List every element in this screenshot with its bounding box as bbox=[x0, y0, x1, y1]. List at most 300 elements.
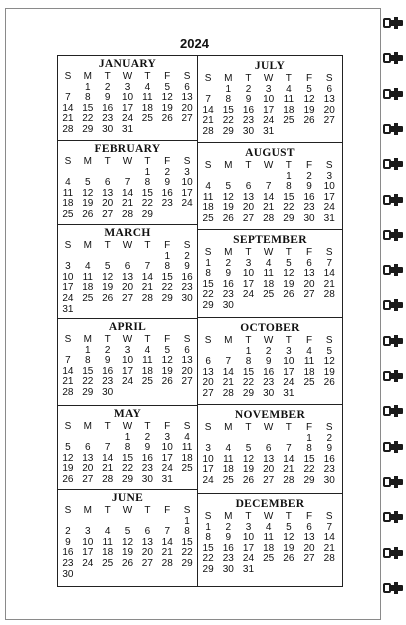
day-cell: 6 bbox=[85, 442, 91, 454]
day-cell: 12 bbox=[283, 532, 295, 544]
day-cell: 29 bbox=[82, 386, 94, 398]
day-cell: 27 bbox=[141, 557, 153, 569]
month-days bbox=[58, 422, 197, 486]
month-days bbox=[58, 72, 197, 136]
day-cell: 11 bbox=[283, 94, 295, 106]
day-cell: 16 bbox=[263, 366, 275, 378]
day-cell: 10 bbox=[62, 271, 74, 283]
day-cell: 18 bbox=[62, 198, 74, 210]
month-days bbox=[58, 241, 197, 315]
day-cell: 28 bbox=[283, 474, 295, 486]
binding-ring-icon bbox=[383, 476, 403, 488]
day-cell: 31 bbox=[283, 387, 295, 399]
day-cell: 29 bbox=[303, 474, 315, 486]
day-cell: 8 bbox=[245, 356, 252, 368]
weekday-header-row bbox=[58, 72, 197, 83]
day-cell bbox=[177, 125, 197, 136]
day-cell: 28 bbox=[62, 386, 74, 398]
day-cell: 23 bbox=[102, 113, 114, 125]
day-cell: 14 bbox=[62, 102, 74, 114]
month-title: OCTOBER bbox=[240, 322, 300, 334]
day-cell: 6 bbox=[184, 81, 190, 93]
day-cell: 1 bbox=[85, 81, 91, 93]
week-row bbox=[58, 570, 197, 581]
day-cell: 13 bbox=[181, 355, 193, 367]
day-cell: 29 bbox=[202, 563, 214, 575]
weekday-label: T bbox=[285, 511, 292, 522]
weekday-label: W bbox=[263, 73, 274, 84]
binding-ring-icon bbox=[383, 229, 403, 241]
day-cell: 5 bbox=[164, 344, 170, 356]
day-cell: 12 bbox=[222, 191, 234, 203]
month-days bbox=[198, 248, 342, 312]
weekday-label: S bbox=[325, 247, 333, 258]
weekday-header-row bbox=[198, 336, 342, 347]
day-cell: 7 bbox=[205, 94, 211, 106]
day-cell: 21 bbox=[141, 282, 153, 294]
day-cell: 7 bbox=[265, 181, 272, 193]
day-cell: 23 bbox=[161, 198, 173, 210]
week-row bbox=[198, 301, 342, 312]
day-cell bbox=[319, 565, 339, 576]
weekday-header-row bbox=[58, 506, 197, 517]
day-cell: 2 bbox=[65, 526, 71, 538]
weekday-label: T bbox=[245, 422, 252, 433]
day-cell: 15 bbox=[242, 366, 255, 378]
day-cell: 3 bbox=[85, 526, 91, 538]
day-cell bbox=[259, 301, 279, 312]
day-cell: 10 bbox=[283, 356, 295, 368]
month-title: SEPTEMBER bbox=[233, 234, 307, 246]
day-cell: 30 bbox=[222, 299, 234, 311]
weekday-label: T bbox=[144, 240, 151, 251]
day-cell: 13 bbox=[181, 92, 193, 104]
day-cell: 17 bbox=[161, 452, 173, 464]
day-cell bbox=[299, 127, 319, 138]
day-cell: 3 bbox=[184, 166, 190, 178]
weekday-header-row bbox=[58, 241, 197, 252]
weekday-label: M bbox=[83, 156, 92, 167]
day-cell: 29 bbox=[242, 387, 255, 399]
day-cell: 11 bbox=[62, 187, 74, 199]
day-cell: 1 bbox=[306, 432, 312, 444]
day-cell: 15 bbox=[303, 453, 315, 465]
day-cell: 17 bbox=[242, 278, 255, 290]
month-days bbox=[58, 335, 197, 399]
day-cell: 30 bbox=[102, 386, 114, 398]
day-cell: 20 bbox=[121, 282, 134, 294]
day-cell: 4 bbox=[205, 181, 211, 193]
weekday-label: S bbox=[183, 334, 191, 345]
day-cell: 16 bbox=[222, 278, 234, 290]
day-cell: 19 bbox=[303, 104, 315, 116]
day-cell: 31 bbox=[323, 212, 335, 224]
weekday-label: S bbox=[64, 334, 72, 345]
day-cell: 21 bbox=[283, 464, 295, 476]
month-days bbox=[198, 423, 342, 487]
day-cell: 30 bbox=[62, 568, 74, 580]
day-cell: 20 bbox=[242, 202, 255, 214]
weekday-label: F bbox=[305, 247, 313, 258]
weekday-label: M bbox=[83, 334, 92, 345]
day-cell bbox=[279, 301, 299, 312]
day-cell: 18 bbox=[263, 542, 275, 554]
day-cell: 11 bbox=[181, 442, 193, 454]
month-title: JANUARY bbox=[98, 58, 157, 70]
day-cell: 13 bbox=[202, 366, 214, 378]
day-cell: 22 bbox=[283, 202, 295, 214]
day-cell: 13 bbox=[242, 191, 255, 203]
day-cell: 4 bbox=[104, 526, 111, 538]
day-cell: 18 bbox=[102, 547, 114, 559]
day-cell: 11 bbox=[202, 191, 214, 203]
binding-ring-icon bbox=[383, 299, 403, 311]
weekday-label: F bbox=[164, 505, 171, 516]
day-cell: 5 bbox=[65, 442, 71, 454]
day-cell: 21 bbox=[62, 113, 74, 125]
day-cell: 12 bbox=[82, 187, 94, 199]
day-cell: 13 bbox=[303, 268, 315, 280]
weekday-label: S bbox=[204, 247, 212, 258]
weekday-label: S bbox=[204, 73, 212, 84]
weekday-label: F bbox=[164, 334, 171, 345]
day-cell: 26 bbox=[102, 292, 114, 304]
day-cell: 3 bbox=[164, 431, 170, 443]
day-cell: 22 bbox=[242, 377, 255, 389]
day-cell: 9 bbox=[104, 355, 111, 367]
day-cell: 27 bbox=[102, 208, 114, 220]
day-cell: 3 bbox=[65, 261, 71, 273]
day-cell bbox=[137, 570, 157, 581]
weekday-label: T bbox=[144, 156, 151, 167]
weekday-label: T bbox=[104, 421, 111, 432]
day-cell: 21 bbox=[323, 542, 335, 554]
day-cell: 22 bbox=[303, 464, 315, 476]
day-cell: 11 bbox=[102, 536, 113, 548]
year-title: 2024 bbox=[180, 36, 209, 51]
day-cell: 1 bbox=[144, 166, 151, 178]
month-days bbox=[198, 512, 342, 576]
weekday-header-row bbox=[58, 335, 197, 346]
day-cell: 12 bbox=[323, 356, 335, 368]
day-cell: 22 bbox=[202, 289, 214, 301]
day-cell: 6 bbox=[306, 257, 312, 269]
day-cell: 18 bbox=[263, 278, 275, 290]
day-cell: 5 bbox=[164, 81, 170, 93]
day-cell: 24 bbox=[283, 377, 295, 389]
day-cell bbox=[279, 127, 299, 138]
day-cell: 26 bbox=[121, 557, 134, 569]
weekday-header-row bbox=[198, 512, 342, 523]
weekday-label: T bbox=[285, 335, 292, 346]
weekday-label: T bbox=[245, 160, 252, 171]
weekday-label: T bbox=[285, 247, 292, 258]
week-row bbox=[58, 388, 197, 399]
day-cell: 16 bbox=[323, 453, 335, 465]
weekday-label: T bbox=[285, 160, 292, 171]
day-cell: 15 bbox=[181, 536, 193, 548]
weekday-label: M bbox=[224, 335, 233, 346]
day-cell: 1 bbox=[245, 345, 252, 357]
weekday-label: T bbox=[245, 335, 252, 346]
month-title: APRIL bbox=[108, 321, 147, 333]
weekday-label: S bbox=[64, 421, 72, 432]
day-cell: 11 bbox=[303, 356, 315, 368]
day-cell: 5 bbox=[326, 345, 332, 357]
day-cell: 24 bbox=[82, 557, 94, 569]
weekday-header-row bbox=[58, 422, 197, 433]
month-february bbox=[58, 140, 197, 224]
day-cell: 8 bbox=[286, 181, 292, 193]
day-cell: 24 bbox=[161, 463, 173, 475]
day-cell: 11 bbox=[263, 268, 274, 280]
month-days bbox=[198, 336, 342, 400]
day-cell: 26 bbox=[222, 212, 234, 224]
day-cell: 21 bbox=[121, 198, 134, 210]
day-cell: 17 bbox=[202, 464, 214, 476]
year-calendar-grid bbox=[57, 55, 343, 587]
day-cell: 12 bbox=[102, 271, 114, 283]
week-row bbox=[58, 305, 197, 316]
day-cell: 16 bbox=[161, 187, 173, 199]
weekday-label: M bbox=[83, 421, 92, 432]
weekday-label: F bbox=[305, 511, 313, 522]
day-cell: 24 bbox=[121, 376, 134, 388]
binding-ring-icon bbox=[383, 441, 403, 453]
day-cell: 13 bbox=[303, 532, 315, 544]
day-cell: 28 bbox=[222, 387, 234, 399]
day-cell bbox=[157, 210, 177, 221]
day-cell: 24 bbox=[242, 289, 255, 301]
day-cell: 8 bbox=[225, 94, 232, 106]
week-row bbox=[198, 214, 342, 225]
day-cell: 7 bbox=[326, 257, 332, 269]
day-cell: 3 bbox=[245, 257, 252, 269]
day-cell: 1 bbox=[286, 170, 292, 182]
day-cell: 27 bbox=[323, 115, 335, 127]
day-cell: 25 bbox=[202, 212, 214, 224]
weekday-label: M bbox=[224, 422, 233, 433]
binding-ring-icon bbox=[383, 511, 403, 523]
day-cell: 14 bbox=[323, 532, 335, 544]
day-cell: 4 bbox=[265, 521, 272, 533]
day-cell: 4 bbox=[144, 81, 151, 93]
day-cell: 3 bbox=[326, 170, 332, 182]
day-cell: 14 bbox=[222, 366, 234, 378]
weekday-label: T bbox=[245, 73, 252, 84]
day-cell: 3 bbox=[286, 345, 292, 357]
binding-ring-icon bbox=[383, 158, 403, 170]
weekday-label: S bbox=[325, 73, 333, 84]
weekday-label: S bbox=[183, 71, 191, 82]
day-cell: 15 bbox=[82, 365, 94, 377]
binding-ring-icon bbox=[383, 123, 403, 135]
weekday-label: W bbox=[122, 334, 133, 345]
day-cell: 28 bbox=[121, 208, 134, 220]
day-cell: 20 bbox=[181, 365, 193, 377]
day-cell: 2 bbox=[164, 166, 170, 178]
weekday-label: S bbox=[64, 240, 72, 251]
weekday-label: F bbox=[305, 73, 313, 84]
weekday-label: S bbox=[325, 335, 333, 346]
day-cell: 22 bbox=[121, 463, 134, 475]
day-cell: 30 bbox=[102, 123, 114, 135]
day-cell: 22 bbox=[82, 113, 94, 125]
day-cell: 19 bbox=[222, 202, 234, 214]
week-row bbox=[198, 476, 342, 487]
day-cell: 14 bbox=[121, 187, 134, 199]
day-cell: 21 bbox=[102, 463, 114, 475]
day-cell: 25 bbox=[303, 377, 315, 389]
day-cell bbox=[319, 127, 339, 138]
weekday-label: F bbox=[305, 335, 313, 346]
day-cell: 31 bbox=[161, 473, 173, 485]
day-cell: 10 bbox=[121, 355, 134, 367]
weekday-label: M bbox=[224, 73, 233, 84]
weekday-label: W bbox=[122, 421, 133, 432]
day-cell: 27 bbox=[181, 376, 193, 388]
day-cell: 19 bbox=[121, 547, 134, 559]
day-cell: 12 bbox=[62, 452, 74, 464]
day-cell: 4 bbox=[225, 443, 232, 455]
day-cell: 26 bbox=[323, 377, 335, 389]
day-cell: 17 bbox=[121, 102, 134, 114]
day-cell bbox=[299, 301, 319, 312]
weekday-label: T bbox=[144, 71, 151, 82]
day-cell: 10 bbox=[121, 92, 134, 104]
day-cell: 10 bbox=[161, 442, 173, 454]
week-row bbox=[58, 377, 197, 388]
day-cell bbox=[177, 210, 197, 221]
day-cell bbox=[279, 565, 299, 576]
month-june bbox=[58, 489, 197, 586]
day-cell bbox=[137, 305, 157, 316]
day-cell: 11 bbox=[82, 271, 93, 283]
weekday-label: T bbox=[144, 505, 151, 516]
day-cell: 16 bbox=[62, 547, 74, 559]
day-cell: 23 bbox=[263, 377, 275, 389]
weekday-label: F bbox=[164, 71, 171, 82]
day-cell: 9 bbox=[184, 261, 190, 273]
week-row bbox=[58, 125, 197, 136]
weekday-label: M bbox=[224, 511, 233, 522]
day-cell: 6 bbox=[184, 344, 190, 356]
day-cell: 6 bbox=[205, 356, 211, 368]
day-cell: 26 bbox=[303, 115, 315, 127]
day-cell: 29 bbox=[161, 292, 173, 304]
day-cell: 17 bbox=[242, 542, 255, 554]
day-cell: 5 bbox=[124, 526, 131, 538]
month-january bbox=[58, 56, 197, 140]
month-title: MAY bbox=[113, 408, 142, 420]
binding-ring-icon bbox=[383, 264, 403, 276]
day-cell: 9 bbox=[65, 536, 71, 548]
day-cell: 11 bbox=[223, 453, 234, 465]
day-cell: 28 bbox=[161, 557, 173, 569]
day-cell: 25 bbox=[102, 557, 114, 569]
day-cell: 5 bbox=[225, 181, 232, 193]
weekday-label: S bbox=[183, 421, 191, 432]
day-cell: 26 bbox=[161, 113, 173, 125]
day-cell: 30 bbox=[222, 563, 234, 575]
day-cell: 8 bbox=[306, 443, 312, 455]
day-cell: 28 bbox=[141, 292, 153, 304]
day-cell: 26 bbox=[242, 474, 255, 486]
day-cell: 14 bbox=[141, 271, 153, 283]
month-days bbox=[58, 157, 197, 221]
day-cell: 15 bbox=[222, 104, 234, 116]
day-cell: 12 bbox=[121, 536, 134, 548]
day-cell: 24 bbox=[323, 202, 335, 214]
day-cell: 26 bbox=[161, 376, 173, 388]
day-cell: 22 bbox=[202, 553, 214, 565]
day-cell: 3 bbox=[265, 83, 272, 95]
day-cell: 27 bbox=[303, 289, 315, 301]
day-cell: 6 bbox=[104, 177, 111, 189]
weekday-header-row bbox=[198, 248, 342, 259]
day-cell: 25 bbox=[283, 115, 295, 127]
weekday-label: T bbox=[144, 334, 151, 345]
day-cell: 4 bbox=[144, 344, 151, 356]
day-cell: 12 bbox=[161, 92, 173, 104]
day-cell bbox=[157, 125, 177, 136]
day-cell: 20 bbox=[102, 198, 114, 210]
day-cell: 7 bbox=[225, 356, 232, 368]
day-cell: 27 bbox=[82, 473, 94, 485]
day-cell: 2 bbox=[104, 344, 111, 356]
day-cell bbox=[238, 301, 258, 312]
weekday-label: W bbox=[122, 71, 133, 82]
day-cell: 6 bbox=[326, 83, 332, 95]
weekday-label: S bbox=[325, 160, 333, 171]
day-cell: 22 bbox=[181, 547, 193, 559]
day-cell: 28 bbox=[202, 125, 214, 137]
day-cell: 24 bbox=[121, 113, 134, 125]
day-cell: 12 bbox=[161, 355, 173, 367]
day-cell: 18 bbox=[181, 452, 193, 464]
weekday-label: F bbox=[164, 240, 171, 251]
weekday-label: S bbox=[183, 505, 191, 516]
day-cell: 4 bbox=[65, 177, 71, 189]
month-july bbox=[198, 56, 342, 142]
weekday-label: T bbox=[285, 422, 292, 433]
day-cell: 30 bbox=[303, 212, 315, 224]
month-days bbox=[198, 161, 342, 225]
day-cell: 31 bbox=[263, 125, 275, 137]
day-cell: 2 bbox=[225, 257, 232, 269]
day-cell: 18 bbox=[202, 202, 214, 214]
day-cell: 9 bbox=[306, 181, 312, 193]
day-cell: 8 bbox=[184, 526, 190, 538]
day-cell: 15 bbox=[82, 102, 94, 114]
weekday-label: T bbox=[104, 156, 111, 167]
day-cell: 6 bbox=[306, 521, 312, 533]
month-title: JUNE bbox=[111, 492, 144, 504]
weekday-label: M bbox=[83, 71, 92, 82]
day-cell: 14 bbox=[102, 452, 114, 464]
day-cell bbox=[157, 305, 177, 316]
day-cell: 25 bbox=[222, 474, 234, 486]
day-cell: 7 bbox=[144, 261, 151, 273]
day-cell: 3 bbox=[124, 81, 131, 93]
weekday-label: W bbox=[122, 240, 133, 251]
weekday-label: F bbox=[305, 160, 313, 171]
day-cell: 14 bbox=[161, 536, 173, 548]
day-cell bbox=[98, 305, 118, 316]
weekday-label: S bbox=[183, 156, 191, 167]
day-cell: 2 bbox=[144, 431, 151, 443]
day-cell: 30 bbox=[263, 387, 275, 399]
